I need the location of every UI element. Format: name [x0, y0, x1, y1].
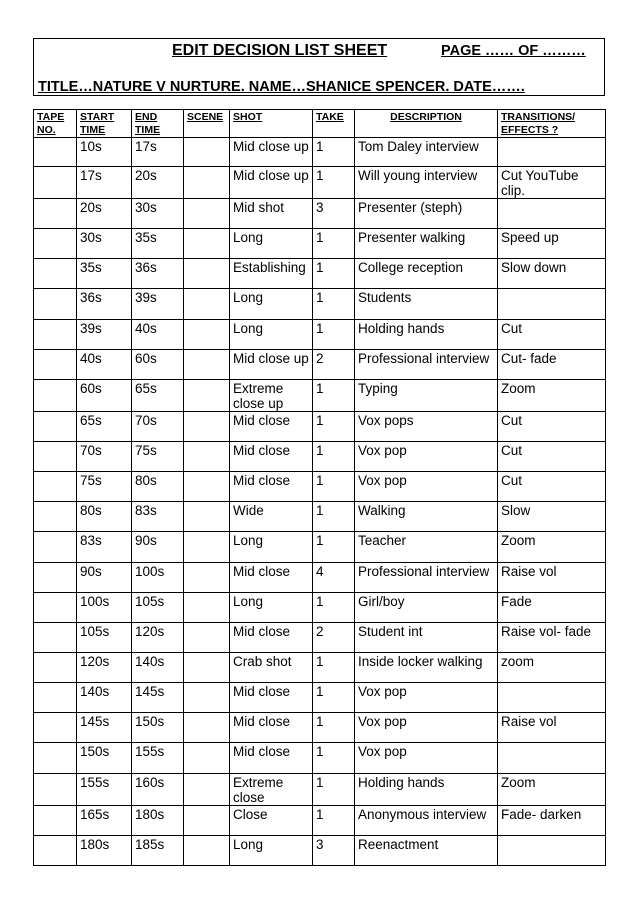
shot-cell: Mid close: [230, 441, 313, 471]
table-row: [34, 562, 606, 592]
scene-cell: [184, 259, 230, 289]
header-row: [34, 110, 606, 138]
start-time-cell: 100s: [77, 592, 132, 622]
description-cell: Girl/boy: [355, 592, 498, 622]
table-row: [34, 713, 606, 743]
start-time-cell: 70s: [77, 441, 132, 471]
end-time-cell: 40s: [132, 319, 184, 349]
take-cell: 1: [313, 502, 355, 532]
table-row: [34, 502, 606, 532]
tape-cell: [34, 743, 77, 773]
description-cell: Vox pop: [355, 683, 498, 713]
transition-cell: Cut: [498, 472, 606, 502]
transition-cell: Zoom: [498, 773, 606, 805]
take-cell: 1: [313, 167, 355, 199]
shot-cell: Mid close: [230, 472, 313, 502]
take-cell: 3: [313, 835, 355, 865]
shot-cell: Mid close: [230, 562, 313, 592]
description-cell: Professional interview: [355, 349, 498, 379]
column-header-start-time: START TIME: [77, 110, 132, 138]
end-time-cell: 160s: [132, 773, 184, 805]
start-time-cell: 150s: [77, 743, 132, 773]
start-time-cell: 83s: [77, 532, 132, 562]
description-cell: Inside locker walking: [355, 652, 498, 682]
table-row: [34, 289, 606, 319]
description-cell: Typing: [355, 379, 498, 411]
description-cell: Anonymous interview: [355, 805, 498, 835]
transition-cell: [498, 289, 606, 319]
transition-cell: [498, 835, 606, 865]
edit-decision-table: [33, 109, 606, 866]
start-time-cell: 60s: [77, 379, 132, 411]
end-time-cell: 180s: [132, 805, 184, 835]
edl-sheet: [33, 38, 605, 866]
shot-cell: Wide: [230, 502, 313, 532]
scene-cell: [184, 441, 230, 471]
scene-cell: [184, 562, 230, 592]
description-cell: Will young interview: [355, 167, 498, 199]
take-cell: 1: [313, 532, 355, 562]
scene-cell: [184, 713, 230, 743]
take-cell: 1: [313, 472, 355, 502]
start-time-cell: 17s: [77, 167, 132, 199]
tape-cell: [34, 349, 77, 379]
take-cell: 1: [313, 411, 355, 441]
start-time-cell: 36s: [77, 289, 132, 319]
tape-cell: [34, 379, 77, 411]
table-row: [34, 773, 606, 805]
end-time-cell: 60s: [132, 349, 184, 379]
start-time-cell: 90s: [77, 562, 132, 592]
description-cell: Reenactment: [355, 835, 498, 865]
end-time-cell: 90s: [132, 532, 184, 562]
tape-cell: [34, 199, 77, 229]
scene-cell: [184, 138, 230, 167]
end-time-cell: 20s: [132, 167, 184, 199]
end-time-cell: 30s: [132, 199, 184, 229]
scene-cell: [184, 532, 230, 562]
column-header-scene: SCENE: [184, 110, 230, 138]
start-time-cell: 39s: [77, 319, 132, 349]
shot-cell: Extreme close up: [230, 379, 313, 411]
scene-cell: [184, 652, 230, 682]
take-cell: 2: [313, 622, 355, 652]
transition-cell: Raise vol: [498, 562, 606, 592]
end-time-cell: 120s: [132, 622, 184, 652]
end-time-cell: 36s: [132, 259, 184, 289]
scene-cell: [184, 773, 230, 805]
start-time-cell: 75s: [77, 472, 132, 502]
column-header-take: TAKE: [313, 110, 355, 138]
tape-cell: [34, 502, 77, 532]
tape-cell: [34, 805, 77, 835]
scene-cell: [184, 167, 230, 199]
take-cell: 4: [313, 562, 355, 592]
scene-cell: [184, 349, 230, 379]
end-time-cell: 155s: [132, 743, 184, 773]
table-row: [34, 743, 606, 773]
description-cell: Vox pop: [355, 713, 498, 743]
tape-cell: [34, 683, 77, 713]
tape-cell: [34, 713, 77, 743]
shot-cell: Mid close up: [230, 138, 313, 167]
description-cell: Presenter (steph): [355, 199, 498, 229]
description-cell: Holding hands: [355, 773, 498, 805]
tape-cell: [34, 622, 77, 652]
end-time-cell: 17s: [132, 138, 184, 167]
start-time-cell: 65s: [77, 411, 132, 441]
shot-cell: Mid close up: [230, 349, 313, 379]
description-cell: Presenter walking: [355, 229, 498, 259]
start-time-cell: 105s: [77, 622, 132, 652]
start-time-cell: 30s: [77, 229, 132, 259]
column-header-tape: TAPE NO.: [34, 110, 77, 138]
shot-cell: Long: [230, 229, 313, 259]
tape-cell: [34, 229, 77, 259]
take-cell: 1: [313, 713, 355, 743]
transition-cell: Cut YouTube clip.: [498, 167, 606, 199]
take-cell: 1: [313, 592, 355, 622]
transition-cell: [498, 743, 606, 773]
tape-cell: [34, 289, 77, 319]
take-cell: 1: [313, 652, 355, 682]
end-time-cell: 150s: [132, 713, 184, 743]
scene-cell: [184, 502, 230, 532]
end-time-cell: 39s: [132, 289, 184, 319]
table-row: [34, 592, 606, 622]
tape-cell: [34, 167, 77, 199]
start-time-cell: 140s: [77, 683, 132, 713]
scene-cell: [184, 472, 230, 502]
description-cell: Students: [355, 289, 498, 319]
header-box: [33, 38, 605, 96]
end-time-cell: 75s: [132, 441, 184, 471]
scene-cell: [184, 622, 230, 652]
table-row: [34, 379, 606, 411]
tape-cell: [34, 259, 77, 289]
page-of-field: PAGE …… OF ………: [441, 43, 586, 59]
shot-cell: Mid close: [230, 743, 313, 773]
take-cell: 1: [313, 289, 355, 319]
title-line: [34, 41, 604, 63]
scene-cell: [184, 805, 230, 835]
table-row: [34, 805, 606, 835]
scene-cell: [184, 379, 230, 411]
start-time-cell: 155s: [77, 773, 132, 805]
take-cell: 1: [313, 805, 355, 835]
shot-cell: Mid close up: [230, 167, 313, 199]
start-time-cell: 180s: [77, 835, 132, 865]
shot-cell: Long: [230, 289, 313, 319]
scene-cell: [184, 835, 230, 865]
tape-cell: [34, 592, 77, 622]
take-cell: 1: [313, 743, 355, 773]
description-cell: Holding hands: [355, 319, 498, 349]
table-body: [34, 138, 606, 866]
table-row: [34, 319, 606, 349]
tape-cell: [34, 652, 77, 682]
tape-cell: [34, 319, 77, 349]
description-cell: Vox pops: [355, 411, 498, 441]
table-row: [34, 472, 606, 502]
transition-cell: Raise vol: [498, 713, 606, 743]
shot-cell: Mid close: [230, 713, 313, 743]
end-time-cell: 80s: [132, 472, 184, 502]
scene-cell: [184, 319, 230, 349]
scene-cell: [184, 229, 230, 259]
transition-cell: Zoom: [498, 532, 606, 562]
description-cell: Vox pop: [355, 743, 498, 773]
take-cell: 1: [313, 683, 355, 713]
sheet-title: EDIT DECISION LIST SHEET: [172, 42, 388, 59]
title-name-date-line: TITLE…NATURE V NURTURE. NAME…SHANICE SPENCER. DATE…….: [38, 79, 525, 95]
scene-cell: [184, 411, 230, 441]
start-time-cell: 35s: [77, 259, 132, 289]
table-row: [34, 259, 606, 289]
transition-cell: [498, 683, 606, 713]
shot-cell: Long: [230, 592, 313, 622]
tape-cell: [34, 441, 77, 471]
table-row: [34, 532, 606, 562]
tape-cell: [34, 773, 77, 805]
column-header-transitions: TRANSITIONS/ EFFECTS ?: [498, 110, 606, 138]
table-row: [34, 229, 606, 259]
end-time-cell: 70s: [132, 411, 184, 441]
scene-cell: [184, 683, 230, 713]
description-cell: Tom Daley interview: [355, 138, 498, 167]
table-row: [34, 835, 606, 865]
take-cell: 1: [313, 138, 355, 167]
transition-cell: Fade- darken: [498, 805, 606, 835]
shot-cell: Extreme close: [230, 773, 313, 805]
table-row: [34, 411, 606, 441]
transition-cell: Cut: [498, 441, 606, 471]
end-time-cell: 185s: [132, 835, 184, 865]
transition-cell: Fade: [498, 592, 606, 622]
shot-cell: Close: [230, 805, 313, 835]
description-cell: Walking: [355, 502, 498, 532]
start-time-cell: 40s: [77, 349, 132, 379]
end-time-cell: 140s: [132, 652, 184, 682]
end-time-cell: 100s: [132, 562, 184, 592]
transition-cell: Cut: [498, 411, 606, 441]
start-time-cell: 80s: [77, 502, 132, 532]
transition-cell: [498, 138, 606, 167]
take-cell: 1: [313, 441, 355, 471]
transition-cell: [498, 199, 606, 229]
start-time-cell: 145s: [77, 713, 132, 743]
shot-cell: Long: [230, 532, 313, 562]
end-time-cell: 65s: [132, 379, 184, 411]
take-cell: 1: [313, 319, 355, 349]
take-cell: 1: [313, 229, 355, 259]
tape-cell: [34, 472, 77, 502]
tape-cell: [34, 835, 77, 865]
description-cell: Teacher: [355, 532, 498, 562]
transition-cell: Cut: [498, 319, 606, 349]
take-cell: 1: [313, 773, 355, 805]
tape-cell: [34, 562, 77, 592]
scene-cell: [184, 289, 230, 319]
end-time-cell: 83s: [132, 502, 184, 532]
take-cell: 1: [313, 259, 355, 289]
table-row: [34, 138, 606, 167]
transition-cell: Cut- fade: [498, 349, 606, 379]
column-header-shot: SHOT: [230, 110, 313, 138]
transition-cell: Zoom: [498, 379, 606, 411]
transition-cell: Slow: [498, 502, 606, 532]
description-cell: College reception: [355, 259, 498, 289]
tape-cell: [34, 138, 77, 167]
transition-cell: zoom: [498, 652, 606, 682]
take-cell: 2: [313, 349, 355, 379]
shot-cell: Long: [230, 319, 313, 349]
start-time-cell: 120s: [77, 652, 132, 682]
table-row: [34, 441, 606, 471]
shot-cell: Establishing: [230, 259, 313, 289]
tape-cell: [34, 532, 77, 562]
description-cell: Vox pop: [355, 472, 498, 502]
shot-cell: Mid shot: [230, 199, 313, 229]
table-row: [34, 622, 606, 652]
description-cell: Student int: [355, 622, 498, 652]
shot-cell: Mid close: [230, 411, 313, 441]
transition-cell: Slow down: [498, 259, 606, 289]
shot-cell: Mid close: [230, 683, 313, 713]
transition-cell: Raise vol- fade: [498, 622, 606, 652]
scene-cell: [184, 743, 230, 773]
end-time-cell: 35s: [132, 229, 184, 259]
table-row: [34, 683, 606, 713]
tape-cell: [34, 411, 77, 441]
column-header-description: DESCRIPTION: [355, 110, 498, 138]
table-row: [34, 167, 606, 199]
table-row: [34, 349, 606, 379]
start-time-cell: 165s: [77, 805, 132, 835]
description-cell: Vox pop: [355, 441, 498, 471]
transition-cell: Speed up: [498, 229, 606, 259]
table-row: [34, 199, 606, 229]
shot-cell: Mid close: [230, 622, 313, 652]
end-time-cell: 105s: [132, 592, 184, 622]
description-cell: Professional interview: [355, 562, 498, 592]
shot-cell: Long: [230, 835, 313, 865]
end-time-cell: 145s: [132, 683, 184, 713]
scene-cell: [184, 592, 230, 622]
table-row: [34, 652, 606, 682]
shot-cell: Crab shot: [230, 652, 313, 682]
start-time-cell: 20s: [77, 199, 132, 229]
start-time-cell: 10s: [77, 138, 132, 167]
take-cell: 3: [313, 199, 355, 229]
column-header-end-time: END TIME: [132, 110, 184, 138]
scene-cell: [184, 199, 230, 229]
take-cell: 1: [313, 379, 355, 411]
